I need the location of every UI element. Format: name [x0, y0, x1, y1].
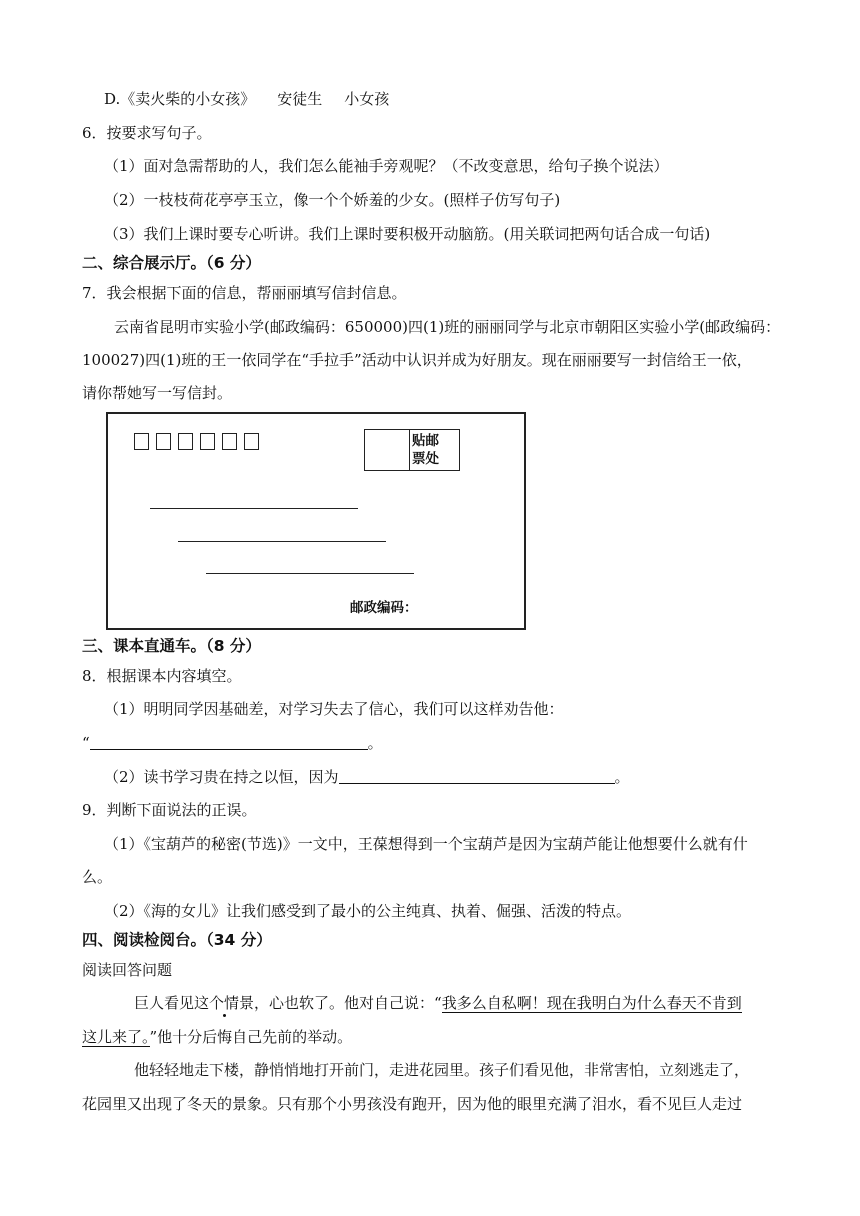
question-7-title: 7．我会根据下面的信息，帮丽丽填写信封信息。 — [82, 284, 407, 302]
dotted-phrase-text: 这个情景 — [194, 994, 255, 1012]
reading-text: 巨人看见 — [134, 994, 195, 1012]
underlined-sentence-part-2: 这儿来了。 — [82, 1028, 150, 1046]
answer-end-8-2: 。 — [614, 768, 630, 786]
question-8-item-1: （1）明明同学因基础差，对学习失去了信心，我们可以这样劝告他： — [104, 700, 564, 718]
reading-paragraph-2-line-1: 他轻轻地走下楼，静悄悄地打开前门，走进花园里。孩子们看见他，非常害怕，立刻逃走了， — [134, 1061, 750, 1079]
question-5-option-d — [104, 89, 389, 109]
question-6-item-3: （3）我们上课时要专心听讲。我们上课时要积极开动脑筋。(用关联词把两句话合成一句话) — [104, 225, 711, 243]
question-6-item-2: （2）一枝枝荷花亭亭玉立，像一个个娇羞的少女。(照样子仿写句子) — [104, 191, 561, 209]
dotted-phrase — [194, 994, 254, 1012]
stamp-label — [412, 432, 439, 468]
address-line-3 — [206, 573, 414, 574]
section-2-heading: 二、综合展示厅。（6 分） — [82, 254, 261, 272]
underlined-sentence-part-1: 我多么自私啊！现在我明白为什么春天不肯到 — [441, 994, 742, 1012]
stamp-label-line-1: 贴邮 — [412, 433, 439, 449]
question-6-title: 6．按要求写句子。 — [82, 124, 212, 142]
answer-end-8-1: 。 — [367, 734, 383, 752]
question-9-title: 9．判断下面说法的正误。 — [82, 801, 257, 819]
zip-code-box[interactable] — [156, 433, 171, 450]
question-7-paragraph-line-1: 云南省昆明市实验小学(邮政编码：650000)四(1)班的丽丽同学与北京市朝阳区实验小学(邮政编码： — [114, 318, 781, 336]
address-line-2 — [178, 541, 386, 542]
stamp-area — [364, 429, 460, 471]
question-7-paragraph-line-2: 100027)四(1)班的王一依同学在“手拉手”活动中认识并成为好朋友。现在丽丽要写一封信给王一依， — [82, 351, 752, 369]
question-8-title: 8．根据课本内容填空。 — [82, 667, 242, 685]
question-8-item-2-text: （2）读书学习贵在持之以恒，因为 — [104, 768, 339, 786]
section-4-heading: 四、阅读检阅台。（34 分） — [82, 931, 272, 949]
address-line-1 — [150, 508, 358, 509]
zip-code-box[interactable] — [200, 433, 215, 450]
question-7-paragraph-line-3: 请你帮她写一写信封。 — [82, 384, 233, 402]
question-9-item-1-line-1: （1）《宝葫芦的秘密(节选)》一文中，王葆想得到一个宝葫芦是因为宝葫芦能让他想要什么就有什 — [104, 835, 748, 853]
question-6-item-1: （1）面对急需帮助的人，我们怎么能袖手旁观呢？（不改变意思，给句子换个说法） — [104, 157, 669, 175]
reading-text: ，心也软了。他对自己说：“ — [254, 994, 442, 1012]
open-quote: “ — [82, 734, 90, 752]
answer-blank-8-1[interactable] — [90, 733, 368, 750]
question-9-item-2: （2）《海的女儿》让我们感受到了最小的公主纯真、执着、倔强、活泼的特点。 — [104, 902, 632, 920]
reading-paragraph-2-line-2: 花园里又出现了冬天的景象。只有那个小男孩没有跑开，因为他的眼里充满了泪水，看不见巨人走过 — [82, 1095, 743, 1113]
reading-heading: 阅读回答问题 — [82, 961, 173, 979]
envelope-diagram — [106, 412, 526, 630]
reading-paragraph-1-line-2 — [82, 1027, 352, 1047]
option-d-author: 安徒生 — [277, 90, 323, 108]
question-9-item-1-line-2: 么。 — [82, 868, 113, 886]
zip-code-box[interactable] — [134, 433, 149, 450]
question-8-item-2 — [104, 767, 630, 787]
reading-text: ”他十分后悔自己先前的举动。 — [149, 1028, 353, 1046]
zip-code-box[interactable] — [244, 433, 259, 450]
zip-code-box[interactable] — [222, 433, 237, 450]
stamp-label-line-2: 票处 — [412, 451, 439, 467]
question-8-item-1-answer — [82, 733, 383, 753]
option-d-title: D.《卖火柴的小女孩》 — [104, 90, 256, 108]
sender-zip-label: 邮政编码： — [350, 600, 418, 616]
zip-code-box[interactable] — [178, 433, 193, 450]
option-d-role: 小女孩 — [344, 90, 390, 108]
reading-paragraph-1-line-1 — [134, 993, 742, 1013]
answer-blank-8-2[interactable] — [339, 767, 615, 784]
section-3-heading: 三、课本直通车。（8 分） — [82, 637, 261, 655]
stamp-divider — [409, 430, 410, 470]
